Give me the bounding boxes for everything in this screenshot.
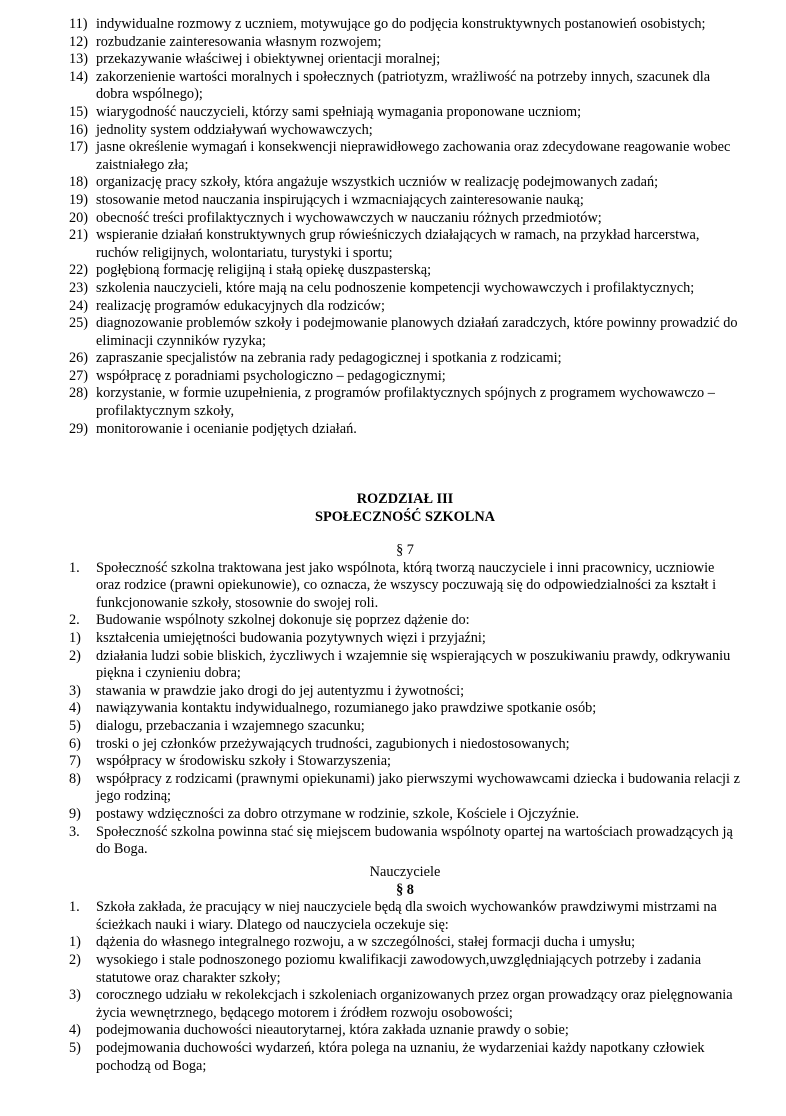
list-item-number: 26) bbox=[69, 350, 89, 367]
list-item-number: 19) bbox=[69, 191, 89, 208]
list-item bbox=[69, 192, 741, 210]
list-item-text: współpracy w środowisku szkoły i Stowarzyszenia; bbox=[96, 753, 392, 770]
paragraph-8-list bbox=[69, 899, 741, 1075]
list-item-number: 6) bbox=[69, 735, 81, 752]
list-item-number: 5) bbox=[69, 717, 81, 734]
list-item-text: indywidualne rozmowy z uczniem, motywujące go do podjęcia konstruktywnych postanowień osobistych; bbox=[96, 16, 706, 32]
list-item bbox=[69, 34, 741, 52]
list-item bbox=[69, 700, 741, 718]
list-item bbox=[69, 987, 741, 1022]
list-item bbox=[69, 1040, 741, 1075]
list-item-text: podejmowania duchowości nieautorytarnej, która zakłada uznanie prawdy o sobie; bbox=[96, 1022, 569, 1039]
top-numbered-list bbox=[69, 16, 741, 438]
list-item-number: 17) bbox=[69, 139, 89, 156]
list-item-text: podejmowania duchowości wydarzeń, która polega na uznaniu, że wydarzeniai każdy napotkany człowiek pochodzą od Boga; bbox=[96, 1039, 705, 1074]
list-item-number: 15) bbox=[69, 103, 89, 120]
list-item-text: troski o jej członków przeżywających trudności, zagubionych i niedostosowanych; bbox=[96, 735, 570, 752]
list-item-text: Budowanie wspólnoty szkolnej dokonuje się poprzez dążenie do: bbox=[96, 612, 470, 629]
list-item-text: realizację programów edukacyjnych dla rodziców; bbox=[96, 297, 385, 314]
list-item-number: 11) bbox=[69, 16, 88, 32]
list-item bbox=[69, 952, 741, 987]
list-item bbox=[69, 560, 741, 613]
list-item-text: wysokiego i stale podnoszonego poziomu kwalifikacji zawodowych,uwzględniających potrzeby i zadania statutowe oraz charakter szkoły; bbox=[96, 951, 702, 986]
list-item bbox=[69, 16, 741, 34]
list-item-number: 27) bbox=[69, 367, 89, 384]
list-item-number: 3. bbox=[69, 823, 80, 840]
list-item bbox=[69, 771, 741, 806]
list-item-number: 13) bbox=[69, 51, 89, 68]
list-item bbox=[69, 350, 741, 368]
paragraph-7-list bbox=[69, 560, 741, 859]
list-item-text: postawy wdzięczności za dobro otrzymane w rodzinie, szkole, Kościele i Ojczyźnie. bbox=[96, 805, 580, 822]
list-item-text: corocznego udziału w rekolekcjach i szkoleniach organizowanych przez organ prowadzący oraz pielęgnowania życia wewnętrznego, będącego motorem i źródłem rozwoju osobowości; bbox=[96, 987, 733, 1021]
list-item bbox=[69, 736, 741, 754]
list-item bbox=[69, 806, 741, 824]
list-item bbox=[69, 630, 741, 648]
list-item-text: dialogu, przebaczania i wzajemnego szacunku; bbox=[96, 717, 365, 734]
list-item bbox=[69, 298, 741, 316]
list-item-number: 4) bbox=[69, 700, 81, 717]
list-item-text: zapraszanie specjalistów na zebrania rady pedagogicznej i spotkania z rodzicami; bbox=[96, 350, 562, 367]
list-item-number: 3) bbox=[69, 682, 81, 699]
list-item-text: Społeczność szkolna traktowana jest jako wspólnota, którą tworzą nauczyciele i inni pracownicy, uczniowie oraz rodzice (prawni opiekunowie), co oznacza, że wszyscy poczuwają się do odpowiedzialności za kształt i funkcjonowanie szkoły, stosownie do swojej roli. bbox=[96, 559, 717, 611]
list-item-number: 2) bbox=[69, 951, 81, 968]
list-item-number: 23) bbox=[69, 279, 89, 296]
list-item-text: stawania w prawdzie jako drogi do jej autentyzmu i żywotności; bbox=[96, 682, 465, 699]
list-item-text: wiarygodność nauczycieli, którzy sami spełniają wymagania proponowane uczniom; bbox=[96, 103, 582, 120]
chapter-subtitle: SPOŁECZNOŚĆ SZKOLNA bbox=[315, 508, 495, 525]
section-teachers-title: Nauczyciele bbox=[369, 864, 441, 880]
list-item bbox=[69, 753, 741, 771]
list-item-number: 1) bbox=[69, 934, 81, 951]
list-item bbox=[69, 280, 741, 298]
list-item-number: 5) bbox=[69, 1039, 81, 1056]
list-item-text: diagnozowanie problemów szkoły i podejmowanie planowych działań zaradczych, które powinny prowadzić do eliminacji czynników ryzyka; bbox=[96, 315, 738, 349]
list-item-number: 18) bbox=[69, 174, 89, 191]
list-item bbox=[69, 139, 741, 174]
list-item-text: Szkoła zakłada, że pracujący w niej nauczyciele będą dla swoich wychowanków prawdziwymi mistrzami na ścieżkach nauki i wiary. Dlatego od nauczyciela oczekuje się: bbox=[96, 899, 717, 933]
list-item bbox=[69, 315, 741, 350]
list-item-number: 25) bbox=[69, 315, 89, 332]
list-item-text: obecność treści profilaktycznych i wychowawczych w nauczaniu różnych przedmiotów; bbox=[96, 209, 602, 226]
list-item bbox=[69, 612, 741, 630]
list-item bbox=[69, 51, 741, 69]
list-item-text: monitorowanie i ocenianie podjętych działań. bbox=[96, 420, 357, 437]
list-item bbox=[69, 824, 741, 859]
list-item-number: 2. bbox=[69, 612, 80, 629]
list-item-number: 2) bbox=[69, 647, 81, 664]
list-item-number: 1. bbox=[69, 559, 80, 576]
list-item-text: działania ludzi sobie bliskich, życzliwych i wzajemnie się wspierających w poszukiwaniu prawdy, odkrywaniu piękna i czynieniu dobra; bbox=[96, 647, 731, 682]
list-item bbox=[69, 899, 741, 934]
list-item-number: 29) bbox=[69, 420, 89, 437]
chapter-header bbox=[69, 491, 741, 526]
list-item-text: rozbudzanie zainteresowania własnym rozwojem; bbox=[96, 33, 382, 50]
list-item-text: pogłębioną formację religijną i stałą opiekę duszpasterską; bbox=[96, 262, 432, 279]
list-item bbox=[69, 368, 741, 386]
list-item-number: 8) bbox=[69, 770, 81, 787]
list-item bbox=[69, 262, 741, 280]
list-item-text: zakorzenienie wartości moralnych i społecznych (patriotyzm, wrażliwość na potrzeby innych, szacunek dla dobra wspólnego); bbox=[96, 68, 711, 103]
list-item bbox=[69, 934, 741, 952]
list-item-number: 7) bbox=[69, 753, 81, 770]
list-item bbox=[69, 210, 741, 228]
paragraph-7 bbox=[69, 542, 741, 859]
list-item-text: szkolenia nauczycieli, które mają na celu podnoszenie kompetencji wychowawczych i profilaktycznych; bbox=[96, 279, 695, 296]
list-item-text: współpracę z poradniami psychologiczno – pedagogicznymi; bbox=[96, 367, 446, 384]
list-item-number: 20) bbox=[69, 209, 89, 226]
list-item-text: jednolity system oddziaływań wychowawczych; bbox=[96, 121, 373, 138]
list-item bbox=[69, 385, 741, 420]
list-item-number: 9) bbox=[69, 805, 81, 822]
list-item-number: 14) bbox=[69, 68, 89, 85]
list-item-text: korzystanie, w formie uzupełnienia, z programów profilaktycznych spójnych z programem wychowawczo – profilaktycznym szkoły, bbox=[96, 385, 715, 420]
list-item-number: 21) bbox=[69, 227, 89, 244]
list-item-text: kształcenia umiejętności budowania pozytywnych więzi i przyjaźni; bbox=[96, 629, 486, 646]
list-item bbox=[69, 122, 741, 140]
list-item bbox=[69, 104, 741, 122]
list-item-text: Społeczność szkolna powinna stać się miejscem budowania wspólnoty opartej na wartościach prowadzących ją do Boga. bbox=[96, 823, 733, 858]
list-item-number: 24) bbox=[69, 297, 89, 314]
list-item bbox=[69, 683, 741, 701]
list-item-text: współpracy z rodzicami (prawnymi opiekunami) jako pierwszymi wychowawcami dziecka i budowania relacji z jego rodziną; bbox=[96, 770, 740, 805]
list-item bbox=[69, 718, 741, 736]
list-item-text: nawiązywania kontaktu indywidualnego, rozumianego jako prawdziwe spotkanie osób; bbox=[96, 700, 597, 717]
list-item-number: 4) bbox=[69, 1022, 81, 1039]
paragraph-8-heading: § 8 bbox=[396, 881, 414, 898]
list-item bbox=[69, 227, 741, 262]
chapter-title: ROZDZIAŁ III bbox=[356, 491, 454, 507]
list-item-number: 16) bbox=[69, 121, 89, 138]
list-item-text: stosowanie metod nauczania inspirujących i wzmacniających zainteresowanie nauką; bbox=[96, 191, 584, 208]
list-item-number: 1) bbox=[69, 629, 81, 646]
paragraph-7-heading: § 7 bbox=[396, 542, 414, 558]
list-item bbox=[69, 648, 741, 683]
list-item-text: wspieranie działań konstruktywnych grup rówieśniczych działających w ramach, na przykład harcerstwa, ruchów religijnych, wolontariatu, turystyki i sportu; bbox=[96, 227, 700, 261]
list-item-number: 3) bbox=[69, 987, 81, 1004]
list-item bbox=[69, 1022, 741, 1040]
list-item-number: 1. bbox=[69, 899, 80, 916]
list-item-number: 28) bbox=[69, 385, 89, 402]
list-item-number: 22) bbox=[69, 262, 89, 279]
paragraph-8 bbox=[69, 864, 741, 1075]
list-item-text: dążenia do własnego integralnego rozwoju, a w szczególności, stałej formacji ducha i umysłu; bbox=[96, 934, 636, 951]
list-item bbox=[69, 174, 741, 192]
list-item-number: 12) bbox=[69, 33, 89, 50]
list-item bbox=[69, 421, 741, 439]
list-item-text: przekazywanie właściwej i obiektywnej orientacji moralnej; bbox=[96, 51, 441, 68]
list-item-text: organizację pracy szkoły, która angażuje wszystkich uczniów w realizację podejmowanych zadań; bbox=[96, 174, 659, 191]
list-item bbox=[69, 69, 741, 104]
list-item-text: jasne określenie wymagań i konsekwencji nieprawidłowego zachowania oraz zdecydowane reagowanie wobec zaistniałego zła; bbox=[96, 139, 731, 173]
